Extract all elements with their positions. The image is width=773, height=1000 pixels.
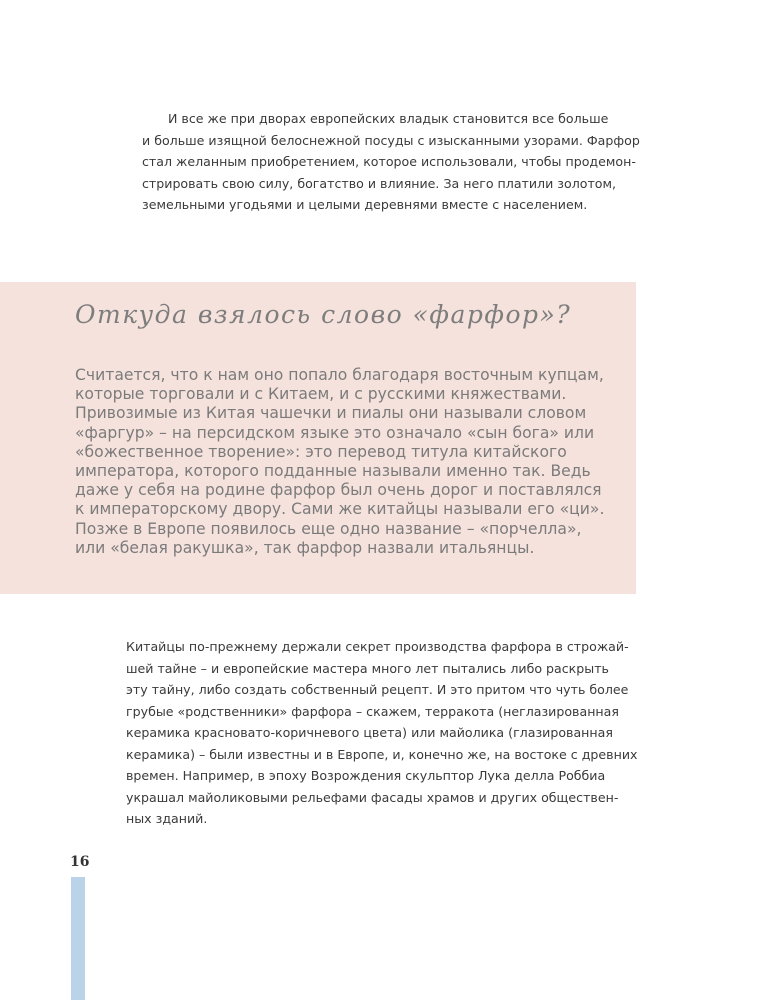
sidebar-box-line: Привозимые из Китая чашечки и пиалы они называли словом <box>75 404 587 423</box>
page-edge-bar <box>71 877 85 1000</box>
body-paragraph <box>126 636 637 830</box>
sidebar-box-text <box>75 366 604 558</box>
sidebar-box-line: Считается, что к нам оно попало благодаря восточным купцам, <box>75 366 604 384</box>
paragraph-line: стрировать свою силу, богатство и влияние. За него платили золотом, <box>142 175 616 191</box>
paragraph-line: шей тайне – и европейские мастера много лет пытались либо раскрыть <box>126 660 609 676</box>
paragraph-line: керамика) – были известны и в Европе, и, конечно же, на востоке с древних <box>126 746 638 762</box>
paragraph-line: Китайцы по-прежнему держали секрет производства фарфора в строжай- <box>126 639 629 654</box>
paragraph-line: земельными угодьями и целыми деревнями вместе с населением. <box>142 197 588 212</box>
paragraph-line: украшал майоликовыми рельефами фасады храмов и других обществен- <box>126 789 619 805</box>
sidebar-box-title: Откуда взялось слово «фарфор»? <box>75 300 572 329</box>
paragraph-line: эту тайну, либо создать собственный рецепт. И это притом что чуть более <box>126 682 629 697</box>
sidebar-box-line: к императорскому двору. Сами же китайцы называли его «ци». <box>75 500 605 519</box>
sidebar-box-line: или «белая ракушка», так фарфор назвали итальянцы. <box>75 538 535 557</box>
intro-paragraph <box>142 108 640 216</box>
paragraph-line: ных зданий. <box>126 811 208 826</box>
sidebar-box-line: которые торговали и с Китаем, и с русскими княжествами. <box>75 385 567 404</box>
paragraph-line: грубые «родственники» фарфора – скажем, терракота (неглазированная <box>126 703 619 719</box>
paragraph-line: стал желанным приобретением, которое использовали, чтобы продемон- <box>142 154 636 169</box>
page-number: 16 <box>70 854 90 870</box>
sidebar-box-line: даже у себя на родине фарфор был очень дорог и поставлялся <box>75 481 602 500</box>
sidebar-box-line: «фаргур» – на персидском языке это означало «сын бога» или <box>75 423 595 442</box>
paragraph-line: времен. Например, в эпоху Возрождения скульптор Лука делла Роббиа <box>126 768 606 783</box>
sidebar-box-line: «божественное творение»: это перевод титула китайского <box>75 442 567 461</box>
paragraph-line: керамика красновато-коричневого цвета) или майолика (глазированная <box>126 725 613 740</box>
sidebar-box-line: императора, которого подданные называли именно так. Ведь <box>75 462 591 481</box>
sidebar-box-line: Позже в Европе появилось еще одно название – «порчелла», <box>75 519 582 538</box>
paragraph-line: И все же при дворах европейских владык становится все больше <box>168 111 609 126</box>
paragraph-line: и больше изящной белоснежной посуды с изысканными узорами. Фарфор <box>142 132 640 148</box>
